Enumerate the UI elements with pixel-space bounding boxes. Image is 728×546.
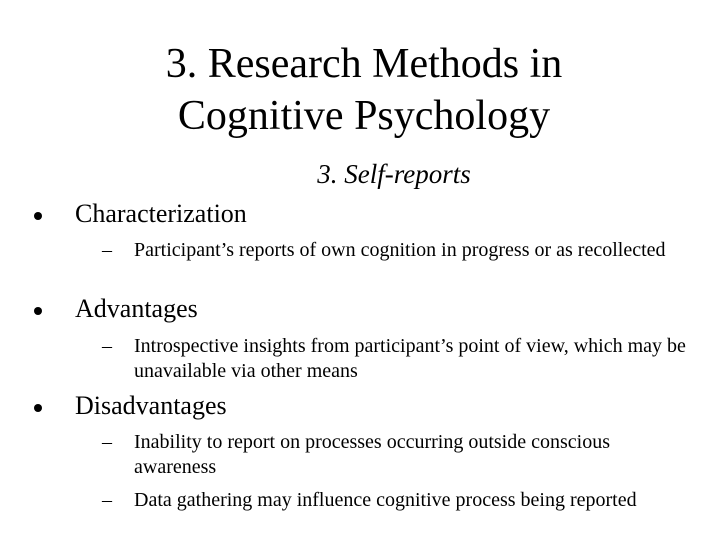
- bullet-dot-icon: [5, 294, 65, 324]
- dash-icon: –: [102, 431, 112, 453]
- slide-subtitle: 3. Self-reports: [317, 159, 471, 189]
- sub-bullet-text: Participant’s reports of own cognition in progress or as recollected: [134, 239, 666, 261]
- bullet-disadvantages: [75, 391, 227, 421]
- sub-bullet-text: Data gathering may influence cognitive process being reported: [134, 489, 637, 511]
- bullet-dot-icon: [5, 391, 65, 421]
- slide-title: [0, 38, 728, 142]
- bullet-characterization: [75, 199, 247, 229]
- bullet-dot-icon: [5, 199, 65, 229]
- dash-icon: –: [102, 335, 112, 357]
- sub-bullet-characterization-1: [102, 238, 694, 263]
- dash-icon: –: [102, 489, 112, 511]
- slide-title-line-1: 3. Research Methods in: [165, 41, 563, 87]
- sub-bullet-advantages-1: [102, 334, 694, 384]
- sub-bullet-text: Inability to report on processes occurring outside conscious awareness: [134, 431, 610, 478]
- slide-title-line-2: Cognitive Psychology: [177, 93, 551, 139]
- sub-bullet-text: Introspective insights from participant’s point of view, which may be unavailable via other means: [134, 335, 686, 382]
- sub-bullet-disadvantages-2: [102, 488, 694, 513]
- bullet-heading: Advantages: [75, 294, 198, 323]
- sub-bullet-disadvantages-1: [102, 430, 694, 480]
- bullet-heading: Characterization: [75, 199, 247, 228]
- bullet-advantages: [75, 294, 198, 324]
- dash-icon: –: [102, 239, 112, 261]
- bullet-heading: Disadvantages: [75, 391, 227, 420]
